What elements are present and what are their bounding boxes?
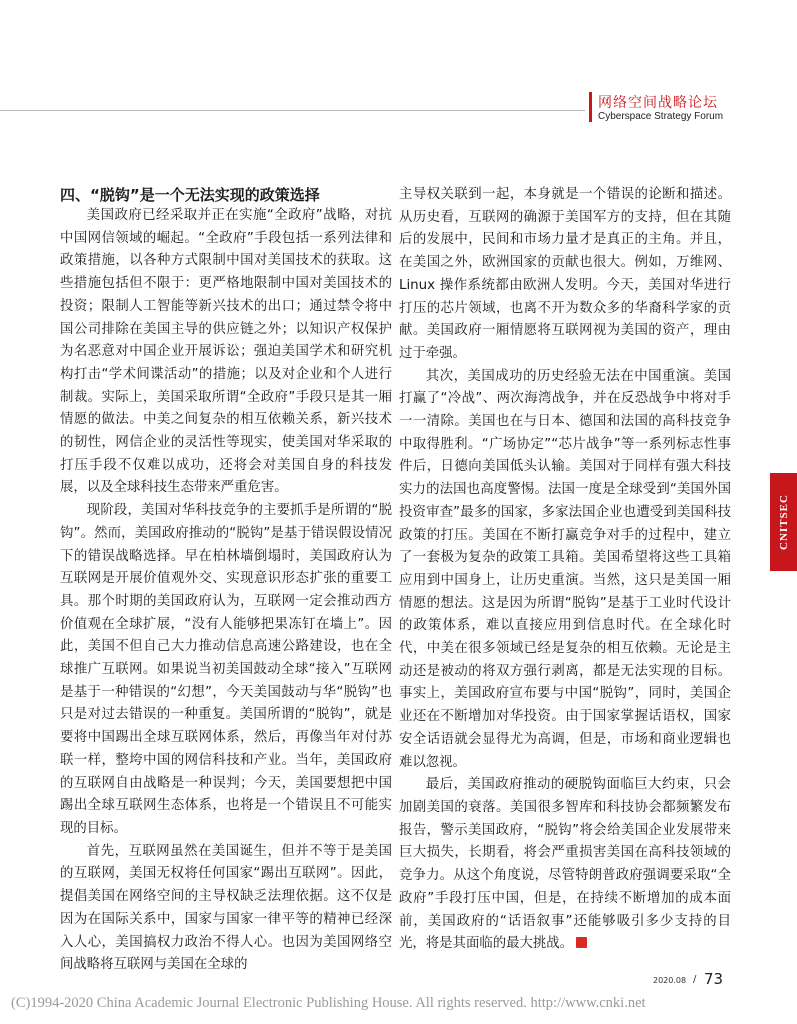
paragraph: 首先，互联网虽然在美国诞生，但并不等于是美国的互联网，美国无权将任何国家“踢出互联网”。因此，提倡美国在网络空间的主导权缺乏法理依据。这不仅是因为在国际关系中，国家与国家一律平等的精神已经深入人心，美国搞权力政治不得人心。也因为美国网络空间战略将互联网与美国在全球的 bbox=[60, 843, 392, 973]
side-tab bbox=[770, 473, 797, 571]
paragraph-text: 最后，美国政府推动的硬脱钩面临巨大约束，只会加剧美国的衰落。美国很多智库和科技协会都频繁发布报告，警示美国政府，“脱钩”将会给美国企业发展带来巨大损失，长期看，将会严重损害美国在高科技领域的竞争力。从这个角度说，尽管特朗普政府强调要采取“全政府”手段打压中国，但是，在持续不断增加的成本面前，美国政府的“话语叙事”还能够吸引多少支持的目光，将是其面临的最大挑战。 bbox=[399, 777, 731, 952]
journal-section-subtitle: Cyberspace Strategy Forum bbox=[598, 111, 724, 122]
paragraph: 美国政府已经采取并正在实施“全政府”战略，对抗中国网信领域的崛起。“全政府”手段包括一系列法律和政策措施，以各种方式限制中国对美国技术的获取。这些措施包括但不限于：更严格地限制中国对美国技术的投资；限制人工智能等新兴技术的出口；通过禁令将中国公司排除在美国主导的供应链之外；以知识产权保护为名恶意对中国企业开展诉讼；强迫美国学术和研究机构打击“学术间谍活动”的措施；以及对企业和个人进行制裁。实际上，美国采取所谓“全政府”手段只是其一厢情愿的做法。中美之间复杂的相互依赖关系，新兴技术的韧性，网信企业的灵活性等现实，使美国对华采取的打压手段不仅难以成功，还将会对美国自身的科技发展，以及全球科技生态带来严重危害。 bbox=[60, 208, 392, 496]
page-separator: / bbox=[693, 974, 697, 985]
page-number: 73 bbox=[704, 970, 724, 988]
right-column bbox=[399, 184, 731, 956]
paragraph bbox=[399, 774, 731, 956]
copyright-watermark: (C)1994-2020 China Academic Journal Electronic Publishing House. All rights reserved. http://www.cnki.net bbox=[11, 995, 646, 1011]
header-rule bbox=[0, 110, 585, 111]
left-column bbox=[60, 205, 392, 977]
header-accent-bar bbox=[589, 92, 592, 122]
article-end-icon bbox=[576, 937, 587, 948]
journal-section-title: 网络空间战略论坛 bbox=[598, 95, 718, 111]
paragraph: 其次，美国成功的历史经验无法在中国重演。美国打赢了“冷战”、两次海湾战争，并在反恐战争中将对手一一清除。美国也在与日本、德国和法国的高科技竞争中取得胜利。“广场协定”“芯片战争”等一系列标志性事件后，日德向美国低头认输。美国对于同样有强大科技实力的法国也高度警惕。法国一度是全球受到“美国外国投资审查”最多的国家，多家法国企业也遭受到美国科技政策的打压。美国在不断打赢竞争对手的过程中，建立了一套极为复杂的政策工具箱。美国希望将这些工具箱应用到中国身上，让历史重演。当然，这只是美国一厢情愿的想法。这是因为所谓“脱钩”是基于工业时代设计的政策体系，难以直接应用到信息时代。在全球化时代，中美在很多领域已经是复杂的相互依赖。无论是主动还是被动的将双方强行剥离，都是无法实现的目标。事实上，美国政府宣布要与中国“脱钩”，同时，美国企业还在不断增加对华投资。由于国家掌握话语权，国家安全话语就会显得尤为高调，但是，市场和商业逻辑也难以忽视。 bbox=[399, 368, 731, 770]
issue-date: 2020.08 bbox=[653, 976, 687, 985]
paragraph: 现阶段，美国对华科技竞争的主要抓手是所谓的“脱钩”。然而，美国政府推动的“脱钩”是基于错误假设情况下的错误战略选择。早在柏林墙倒塌时，美国政府认为互联网是开展价值观外交、实现意识形态扩张的重要工具。那个时期的美国政府认为，互联网一定会推动西方价值观在全球扩展，“没有人能够把果冻钉在墙上”。因此，美国不但自己大力推动信息高速公路建设，也在全球推广互联网。如果说当初美国鼓动全球“接入”互联网是基于一种错误的“幻想”，今天美国鼓动与华“脱钩”也只是对过去错误的一种重复。美国所谓的“脱钩”，就是要将中国踢出全球互联网体系，然后，再像当年对付苏联一样，整垮中国的网信科技和产业。当年，美国政府的互联网自由战略是一种误判；今天，美国要想把中国踢出全球互联网生态体系，也将是一个错误且不可能实现的目标。 bbox=[60, 503, 392, 836]
section-heading: 四、“脱钩”是一个无法实现的政策选择 bbox=[60, 186, 320, 204]
paragraph-continued: 主导权关联到一起，本身就是一个错误的论断和描述。从历史看，互联网的确源于美国军方的支持，但在其随后的发展中，民间和市场力量才是真正的主角。并且，在美国之外，欧洲国家的贡献也很大。例如，万维网、Linux 操作系统都由欧洲人发明。今天，美国对华进行打压的芯片领域，也离不开为数众多的华裔科学家的贡献。美国政府一厢情愿将互联网视为美国的资产，理由过于牵强。 bbox=[399, 187, 731, 361]
side-tab-label: CNITSEC bbox=[777, 494, 790, 550]
